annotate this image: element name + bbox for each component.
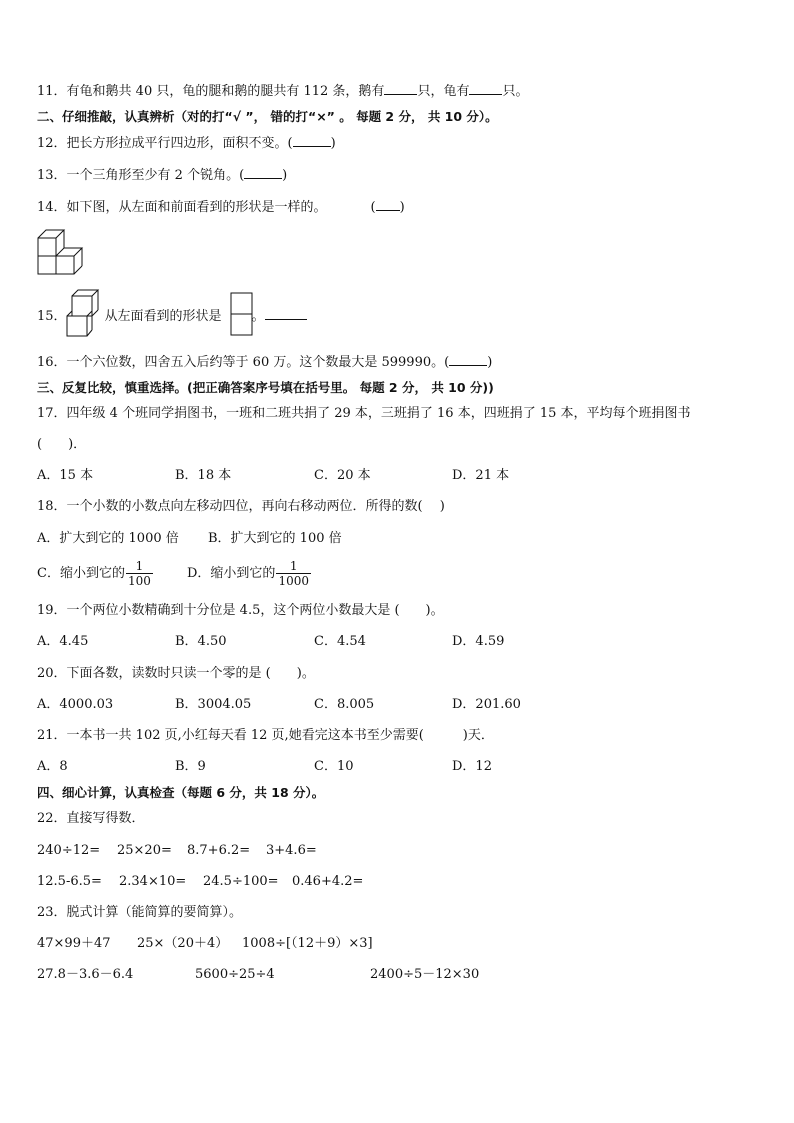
q18-option-c-numerator: 1 xyxy=(126,559,153,574)
q13-close: ) xyxy=(282,168,288,183)
q23-expr: 5600÷25÷4 xyxy=(195,967,275,982)
q11-text-a: 11．有龟和鹅共 40 只，龟的腿和鹅的腿共有 112 条，鹅有 xyxy=(37,84,385,99)
q18-option-d-label: D．缩小到它的 xyxy=(187,566,276,581)
question-17-line1: 17．四年级 4 个班同学捐图书，一班和二班共捐了 29 本，三班捐了 16 本，四班捐了 15 本，平均每个班捐图书 xyxy=(37,406,691,421)
question-11 xyxy=(37,82,528,101)
question-16 xyxy=(37,353,492,372)
question-12 xyxy=(37,134,336,153)
q13-text: 13．一个三角形至少有 2 个锐角。( xyxy=(37,168,245,183)
question-14 xyxy=(37,198,405,217)
q16-text: 16．一个六位数，四舍五入后约等于 60 万。这个数最大是 599990。( xyxy=(37,355,450,370)
q22-expr: 0.46+4.2= xyxy=(292,874,364,889)
q18-option-b[interactable]: B．扩大到它的 100 倍 xyxy=(208,531,342,546)
q22-expr: 3+4.6= xyxy=(266,843,317,858)
q18-option-c-fraction xyxy=(126,559,153,588)
q15-stacked-cubes-figure xyxy=(66,289,100,339)
q17-option-d[interactable]: D．21 本 xyxy=(452,468,510,483)
q19-option-d[interactable]: D．4.59 xyxy=(452,634,505,649)
q19-option-a[interactable]: A．4.45 xyxy=(37,634,89,649)
q15-after: 。 xyxy=(251,309,265,324)
q22-expr: 240÷12= xyxy=(37,843,101,858)
q15-answer-blank[interactable] xyxy=(265,307,307,320)
q20-option-a[interactable]: A．4000.03 xyxy=(37,697,114,712)
q11-blank-turtle[interactable] xyxy=(469,82,502,95)
section-3-heading: 三、反复比较，慎重选择。(把正确答案序号填在括号里。 每题 2 分， 共 10 分)) xyxy=(37,380,494,395)
q21-option-c[interactable]: C．10 xyxy=(314,759,354,774)
question-20: 20．下面各数，读数时只读一个零的是 ( )。 xyxy=(37,666,315,681)
q23-expr: 47×99＋47 xyxy=(37,936,111,951)
q14-cube-figure xyxy=(36,228,84,276)
q12-answer-blank[interactable] xyxy=(293,134,331,147)
q20-option-c[interactable]: C．8.005 xyxy=(314,697,375,712)
q14-answer-blank[interactable] xyxy=(376,198,400,211)
q23-expr: 25×（20＋4） xyxy=(137,936,229,951)
q23-expr: 2400÷5－12×30 xyxy=(370,967,480,982)
q15-num: 15． xyxy=(37,309,67,324)
q16-close: ) xyxy=(487,355,493,370)
q22-expr: 24.5÷100= xyxy=(203,874,279,889)
q16-answer-blank[interactable] xyxy=(449,353,487,366)
q18-option-d[interactable] xyxy=(187,557,311,591)
q18-option-c-label: C．缩小到它的 xyxy=(37,566,125,581)
section-2-heading: 二、仔细推敲，认真辨析（对的打“√ ”， 错的打“×” 。 每题 2 分， 共 10 分）。 xyxy=(37,109,498,124)
section-4-heading: 四、细心计算，认真检查（每题 6 分，共 18 分）。 xyxy=(37,785,325,800)
question-21: 21．一本书一共 102 页,小红每天看 12 页,她看完这本书至少需要( )天． xyxy=(37,728,494,743)
question-13 xyxy=(37,166,287,185)
question-23: 23．脱式计算（能简算的要简算）。 xyxy=(37,905,243,920)
q11-blank-goose[interactable] xyxy=(384,82,417,95)
q15-text: 从左面看到的形状是 xyxy=(104,309,222,324)
q18-option-c-denominator: 100 xyxy=(127,574,151,588)
q18-option-d-fraction xyxy=(276,559,311,588)
q11-text-b: 只，龟有 xyxy=(417,84,470,99)
q12-close: ) xyxy=(330,136,336,151)
q21-option-d[interactable]: D．12 xyxy=(452,759,492,774)
q17-option-a[interactable]: A．15 本 xyxy=(37,468,94,483)
q19-option-b[interactable]: B．4.50 xyxy=(175,634,227,649)
q21-option-b[interactable]: B．9 xyxy=(175,759,206,774)
q12-text: 12．把长方形拉成平行四边形，面积不变。( xyxy=(37,136,293,151)
q18-option-a[interactable]: A．扩大到它的 1000 倍 xyxy=(37,531,179,546)
question-17-line2: ( )． xyxy=(37,437,87,452)
q18-option-d-numerator: 1 xyxy=(276,559,311,574)
q14-close: ) xyxy=(399,200,405,215)
question-19: 19．一个两位小数精确到十分位是 4.5，这个两位小数最大是 ( )。 xyxy=(37,603,444,618)
q18-option-d-denominator: 1000 xyxy=(278,574,309,588)
q22-expr: 8.7+6.2= xyxy=(187,843,251,858)
q18-option-c[interactable] xyxy=(37,557,153,591)
question-18: 18．一个小数的小数点向左移动四位，再向右移动两位．所得的数( ) xyxy=(37,499,445,514)
q11-text-c: 只。 xyxy=(502,84,529,99)
q23-expr: 27.8－3.6－6.4 xyxy=(37,967,134,982)
q20-option-b[interactable]: B．3004.05 xyxy=(175,697,252,712)
q19-option-c[interactable]: C．4.54 xyxy=(314,634,366,649)
q17-option-c[interactable]: C．20 本 xyxy=(314,468,371,483)
q22-expr: 12.5-6.5= xyxy=(37,874,102,889)
q23-expr: 1008÷[（12＋9）×3] xyxy=(242,936,373,951)
q17-option-b[interactable]: B．18 本 xyxy=(175,468,232,483)
q20-option-d[interactable]: D．201.60 xyxy=(452,697,521,712)
q22-expr: 2.34×10= xyxy=(119,874,187,889)
q22-expr: 25×20= xyxy=(117,843,172,858)
q15-left-view-figure xyxy=(230,292,254,338)
question-22: 22．直接写得数． xyxy=(37,811,145,826)
q13-answer-blank[interactable] xyxy=(244,166,282,179)
q14-open: ( xyxy=(370,200,376,215)
q21-option-a[interactable]: A．8 xyxy=(37,759,68,774)
q14-text: 14．如下图，从左面和前面看到的形状是一样的。 xyxy=(37,200,327,215)
